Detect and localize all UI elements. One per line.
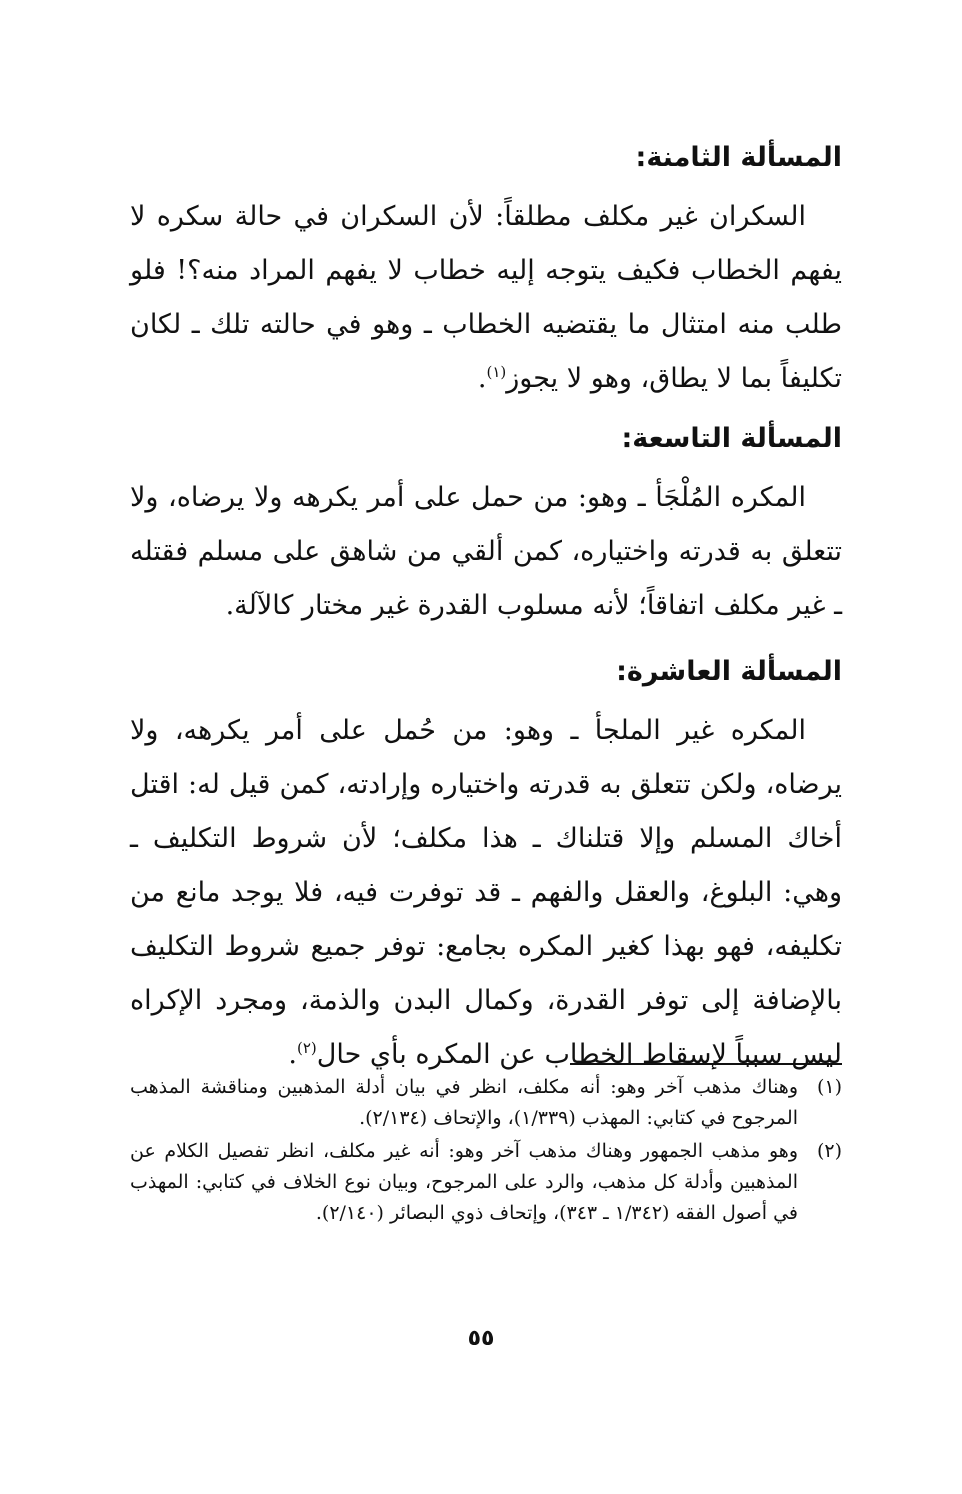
- footnote-divider: [570, 1063, 842, 1065]
- footnote-text-1: وهناك مذهب آخر وهو: أنه مكلف، انظر في بيان أدلة المذهبين ومناقشة المذهب المرجوح في كتابي: المهذب (١/٣٣٩)، والإتحاف (٢/١٣٤).: [130, 1076, 798, 1129]
- section-heading-8: المسألة الثامنة:: [635, 142, 842, 173]
- footnote-number-1: (١): [816, 1076, 842, 1098]
- section-heading-9: المسألة التاسعة:: [621, 423, 842, 454]
- section-body-10: [130, 704, 842, 1082]
- footnote-2: [130, 1136, 842, 1229]
- section-text-8: السكران غير مكلف مطلقاً: لأن السكران في حالة سكره لا يفهم الخطاب فكيف يتوجه إليه خطاب لا يفهم المراد منه؟! فلو طلب منه امتثال ما يقتضيه الخطاب ـ وهو في حالته تلك ـ لكان تكليفاً بما لا يطاق، وهو لا يجوز: [130, 201, 842, 394]
- footnote-text-2: وهو مذهب الجمهور وهناك مذهب آخر وهو: أنه غير مكلف، انظر تفصيل الكلام عن المذهبين وأدلة كل مذهب، والرد على المرجوح، وبيان نوع الخلاف في كتابي: المهذب في أصول الفقه (١/٣٤٢ ـ ٣٤٣)، وإتحاف ذوي البصائر (٢/١٤٠).: [130, 1140, 798, 1224]
- page-number: ٥٥: [467, 1326, 495, 1351]
- footnote-number-2: (٢): [816, 1140, 842, 1162]
- section-heading-10: المسألة العاشرة:: [616, 656, 842, 687]
- footnote-1: [130, 1072, 842, 1134]
- footnote-ref-2[interactable]: (٢): [297, 1039, 317, 1057]
- footnote-ref-1[interactable]: (١): [486, 363, 507, 381]
- section-body-8: [130, 190, 842, 406]
- section-text-10: المكره غير الملجأ ـ وهو: من حُمل على أمر يكرهه، ولا يرضاه، ولكن تتعلق به قدرته واختياره وإرادته، كمن قيل له: اقتل أخاك المسلم وإلا قتلناك ـ هذا مكلف؛ لأن شروط التكليف ـ وهي: البلوغ، والعقل والفهم ـ قد توفرت فيه، فلا يوجد مانع من تكليفه، فهو بهذا كغير المكره بجامع: توفر جميع شروط التكليف بالإضافة إلى توفر القدرة، وكمال البدن والذمة، ومجرد الإكراه ليس سبباً لإسقاط الخطاب عن المكره بأي حال: [130, 715, 842, 1070]
- footnotes: [130, 1072, 842, 1231]
- section-end-10: .: [288, 1039, 297, 1070]
- section-body-9: المكره المُلْجَأ ـ وهو: من حمل على أمر يكرهه ولا يرضاه، ولا تتعلق به قدرته واختياره، كمن ألقي من شاهق على مسلم فقتله ـ غير مكلف اتفاقاً؛ لأنه مسلوب القدرة غير مختار كالآلة.: [130, 482, 842, 621]
- section-end-8: .: [477, 363, 487, 394]
